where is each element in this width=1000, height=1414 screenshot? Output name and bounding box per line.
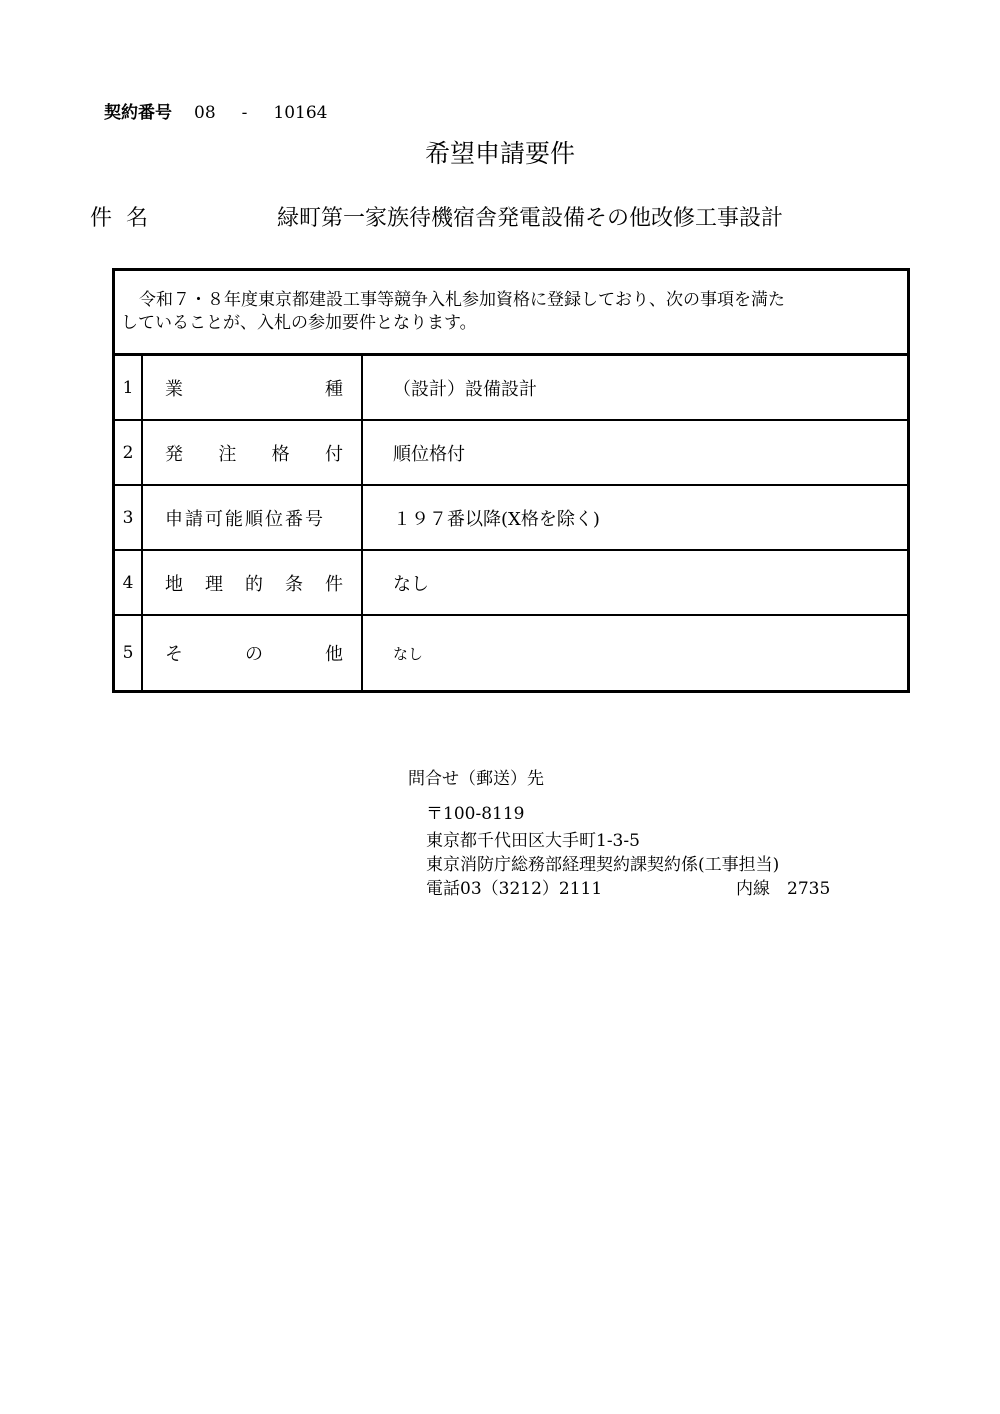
page-title: 希望申請要件 [424,139,575,168]
contract-number [104,98,327,123]
intro-line-1: 令和７・８年度東京都建設工事等競争入札参加資格に登録しており、次の事項を満た [139,290,785,310]
requirements-intro [115,271,907,356]
contact-department: 東京消防庁総務部経理契約課契約係(工事担当) [426,855,780,875]
contact-phone: 電話03（3212）2111 [426,879,603,899]
row-item-label [141,421,363,484]
contact-heading: 問合せ（郵送）先 [408,769,544,789]
row-item-char: 格 [271,443,290,465]
row-item-char: 的 [245,573,263,595]
row-number: 1 [115,356,143,419]
row-value: １９７番以降(X格を除く) [393,508,600,530]
row-value: 順位格付 [393,443,465,465]
row-item-char: 他 [325,644,343,665]
contract-number-label: 契約番号 [104,103,172,123]
subject-label: 件名 [90,206,163,231]
row-item-char: 申請可能順位番号 [165,508,325,530]
row-item-char: 注 [218,443,237,465]
row-number: 3 [115,486,143,549]
contract-number-prefix: 08 [194,103,216,123]
row-item-char: 種 [325,378,343,400]
row-number: 4 [115,551,143,614]
contact-extension: 内線 2735 [736,879,831,899]
row-item-char: そ [165,644,183,665]
row-item-char: 件 [325,573,343,595]
row-item-char: 業 [165,378,183,400]
row-item-label [141,616,363,690]
contact-address: 東京都千代田区大手町1-3-5 [426,831,640,851]
row-item-char: 付 [324,443,343,465]
row-item-char: 発 [165,443,183,465]
row-item-label [141,486,363,549]
row-value: なし [393,573,429,595]
table-row [115,356,907,421]
table-row [115,421,907,486]
row-number: 2 [115,421,143,484]
table-row [115,486,907,551]
row-item-char: 条 [285,573,303,595]
row-value: なし [393,644,424,663]
row-item-char: の [245,644,263,665]
row-number: 5 [115,616,143,690]
row-item-char: 理 [205,573,223,595]
table-row [115,616,907,690]
requirements-table [112,268,910,693]
contact-postal-code: 〒100-8119 [426,804,525,824]
contract-number-dash: - [241,103,248,123]
table-row [115,551,907,616]
subject-value: 緑町第一家族待機宿舎発電設備その他改修工事設計 [277,206,784,231]
row-item-label [141,551,363,614]
contract-number-value: 10164 [273,103,328,123]
row-item-label [141,356,363,419]
row-value: （設計）設備設計 [393,378,537,400]
intro-line-2: していることが、入札の参加要件となります。 [121,313,477,333]
row-item-char: 地 [165,573,183,595]
